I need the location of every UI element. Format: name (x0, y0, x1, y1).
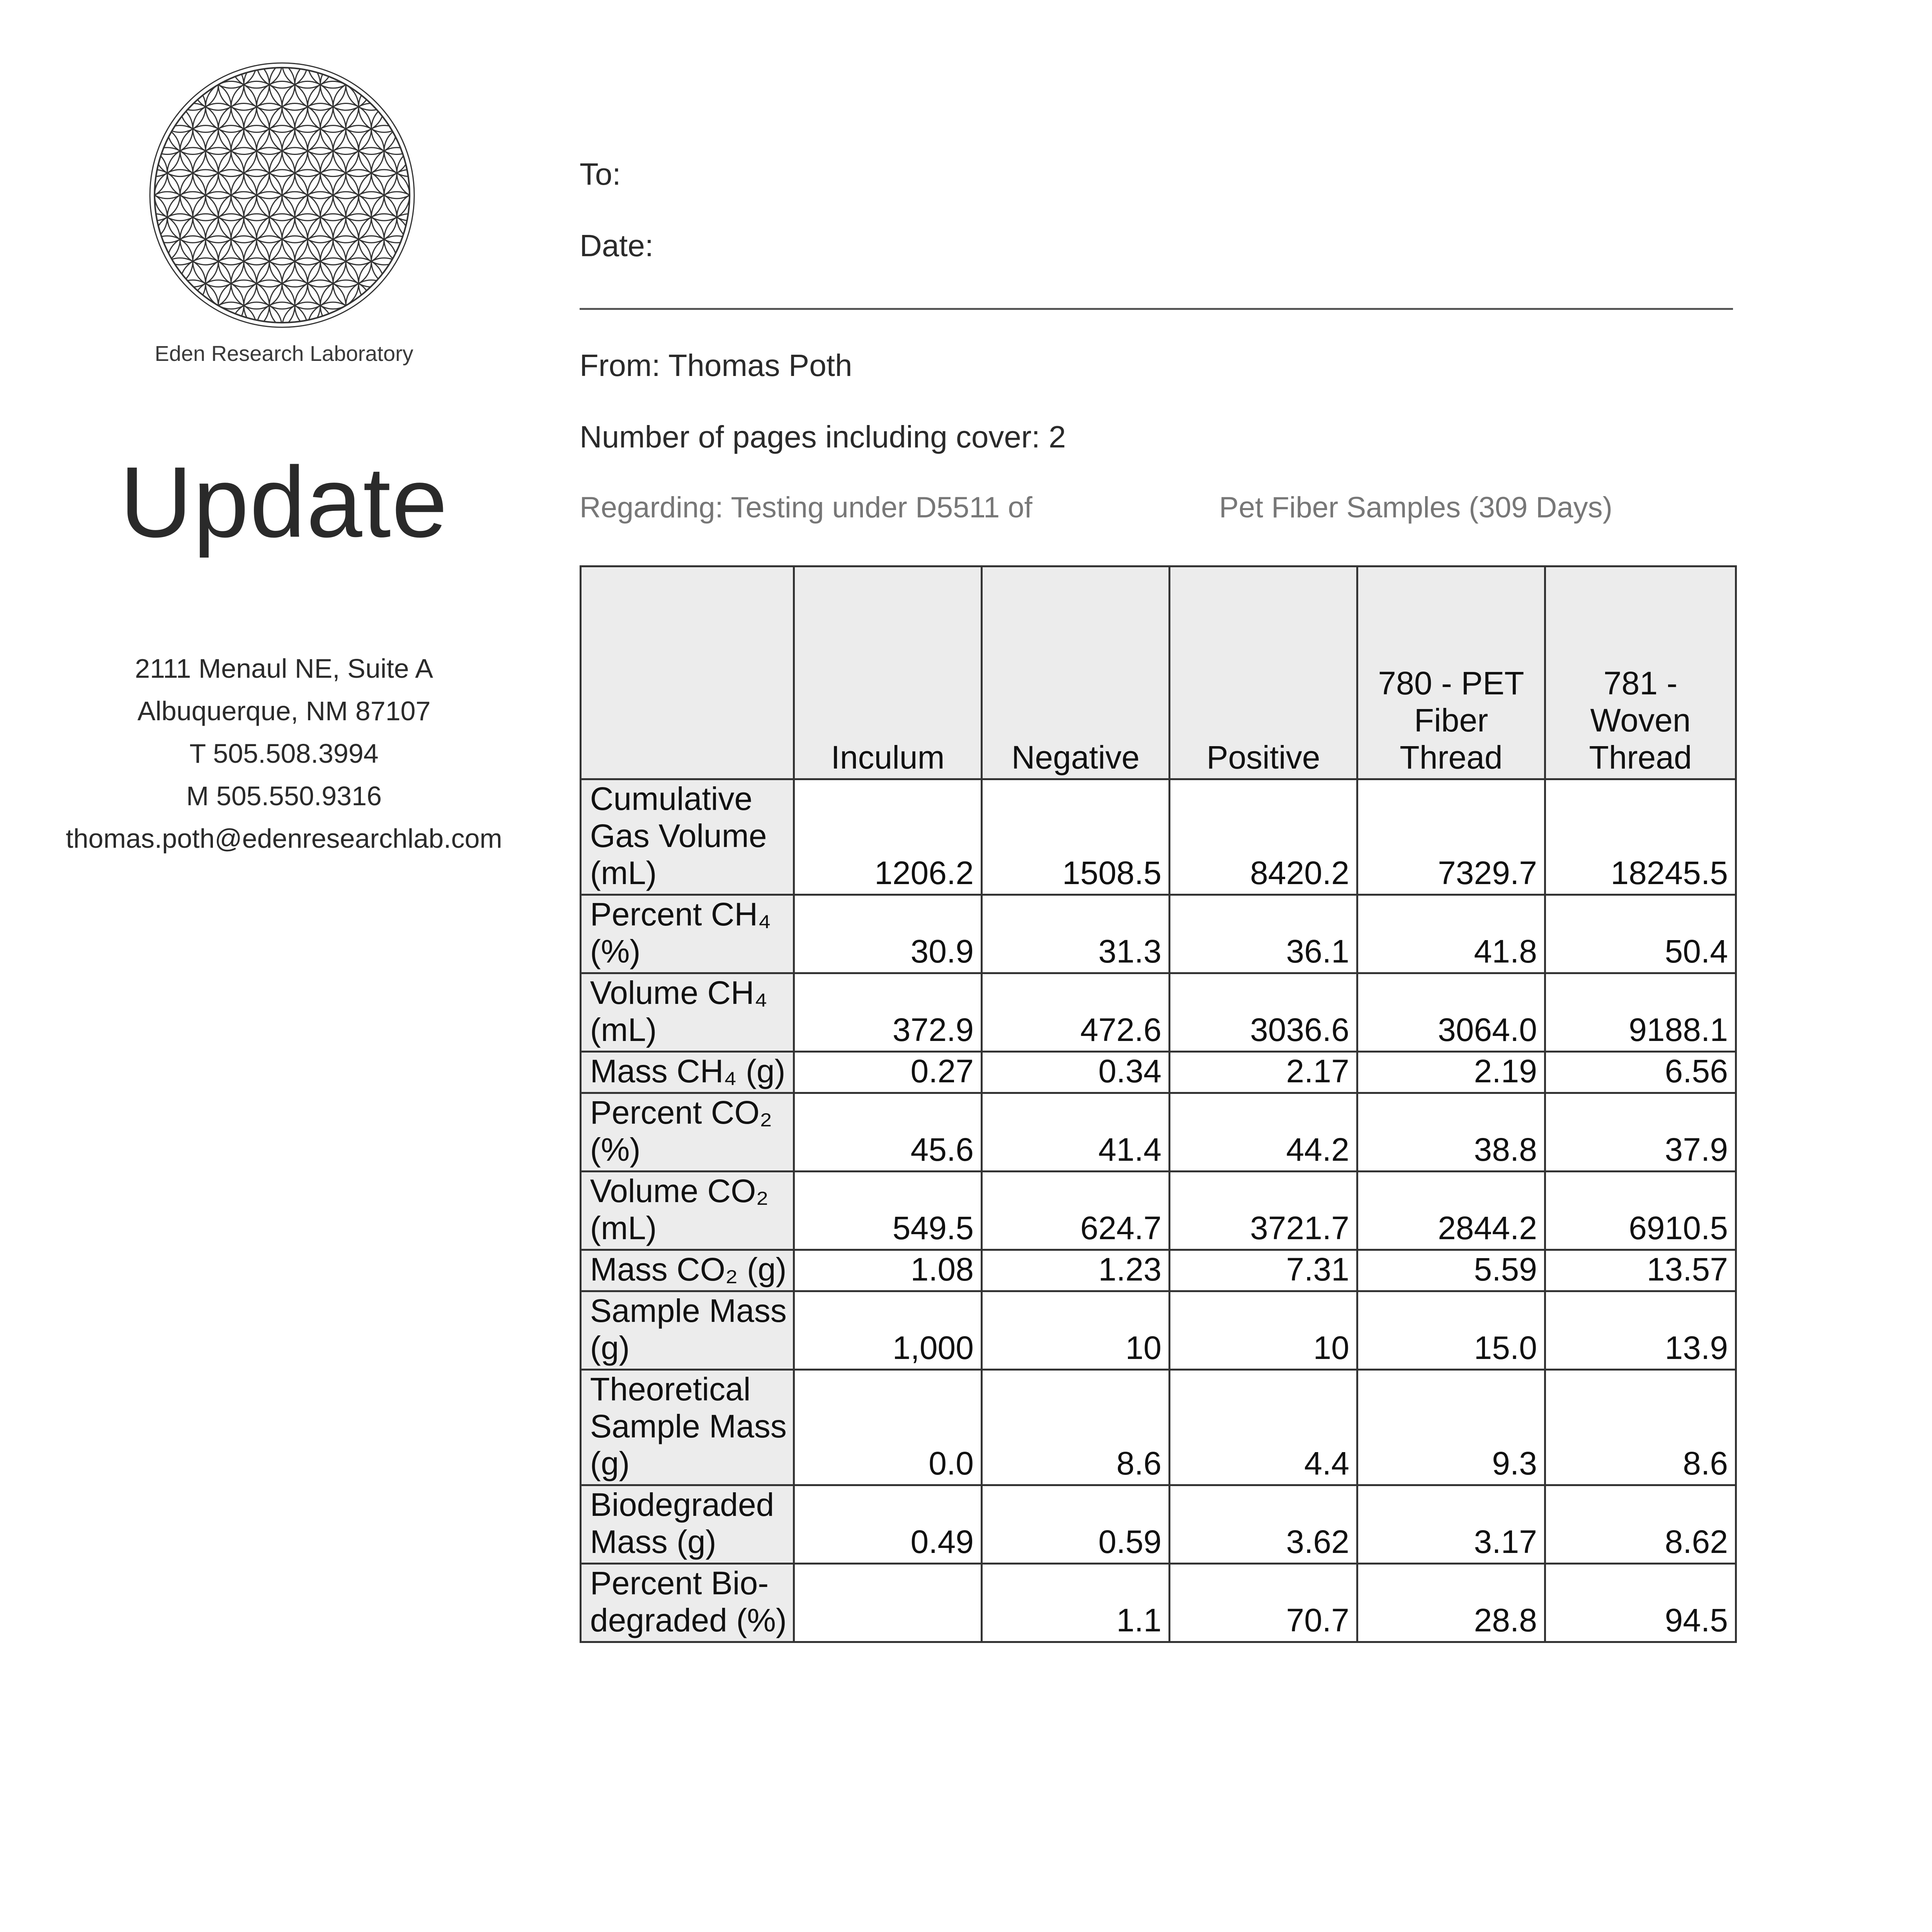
column-header-line: Thread (1589, 739, 1692, 776)
cell-value: 30.9 (794, 895, 982, 973)
lab-name: Eden Research Laboratory (155, 341, 413, 366)
cell-value: 3036.6 (1170, 973, 1357, 1052)
cell-value: 3064.0 (1357, 973, 1545, 1052)
row-label-line: Percent CH₄ (590, 896, 771, 932)
row-label-line: Sample Mass (590, 1293, 787, 1329)
row-label (581, 973, 794, 1052)
regarding-label: Regarding: Testing under D5511 of (580, 491, 1032, 524)
cell-value: 0.34 (982, 1052, 1170, 1093)
table-row (581, 1485, 1736, 1564)
table-row (581, 895, 1736, 973)
cell-value: 41.8 (1357, 895, 1545, 973)
date-field: Date: (580, 228, 654, 263)
cell-value: 94.5 (1545, 1564, 1736, 1642)
row-label-line: Sample Mass (590, 1408, 787, 1444)
table-header (581, 566, 1736, 779)
column-header (581, 566, 794, 779)
cell-value: 70.7 (1170, 1564, 1357, 1642)
cell-value: 10 (982, 1291, 1170, 1370)
row-label (581, 1250, 794, 1291)
cell-value: 1.23 (982, 1250, 1170, 1291)
column-header-line: Positive (1206, 739, 1320, 776)
table-row (581, 1052, 1736, 1093)
cell-value: 3721.7 (1170, 1172, 1357, 1250)
table-row (581, 973, 1736, 1052)
row-label-line: (mL) (590, 1210, 657, 1246)
row-label (581, 1370, 794, 1485)
column-header (982, 566, 1170, 779)
column-header-line: Thread (1400, 739, 1503, 776)
cell-value: 50.4 (1545, 895, 1736, 973)
cell-value: 45.6 (794, 1093, 982, 1172)
cell-value: 2.17 (1170, 1052, 1357, 1093)
row-label-line: Mass CO₂ (g) (590, 1251, 787, 1287)
cell-value: 31.3 (982, 895, 1170, 973)
column-header-line: Fiber (1414, 702, 1488, 738)
cell-value: 624.7 (982, 1172, 1170, 1250)
cell-value: 6910.5 (1545, 1172, 1736, 1250)
column-header (1170, 566, 1357, 779)
row-label (581, 1052, 794, 1093)
phone-line: T 505.508.3994 (189, 738, 379, 769)
row-label-line: degraded (%) (590, 1602, 787, 1638)
cell-value: 1206.2 (794, 779, 982, 895)
row-label-line: Gas Volume (590, 818, 767, 854)
cell-value (794, 1564, 982, 1642)
cell-value: 15.0 (1357, 1291, 1545, 1370)
cell-value: 0.27 (794, 1052, 982, 1093)
cell-value: 6.56 (1545, 1052, 1736, 1093)
row-label-line: (mL) (590, 855, 657, 891)
cell-value: 37.9 (1545, 1093, 1736, 1172)
cell-value: 13.57 (1545, 1250, 1736, 1291)
cell-value: 2.19 (1357, 1052, 1545, 1093)
row-label (581, 1172, 794, 1250)
cell-value: 8.62 (1545, 1485, 1736, 1564)
cell-value: 0.59 (982, 1485, 1170, 1564)
cell-value: 38.8 (1357, 1093, 1545, 1172)
row-label-line: Biodegraded (590, 1486, 774, 1523)
table-row (581, 1291, 1736, 1370)
cell-value: 28.8 (1357, 1564, 1545, 1642)
cell-value: 3.17 (1357, 1485, 1545, 1564)
mobile-line: M 505.550.9316 (186, 781, 382, 811)
cell-value: 1508.5 (982, 779, 1170, 895)
cell-value: 7329.7 (1357, 779, 1545, 895)
row-label-line: Volume CH₄ (590, 975, 768, 1011)
cell-value: 41.4 (982, 1093, 1170, 1172)
update-title: Update (119, 446, 449, 558)
regarding-field (580, 491, 1612, 524)
cell-value: 0.0 (794, 1370, 982, 1485)
header-row (581, 566, 1736, 779)
regarding-subject: Pet Fiber Samples (309 Days) (1219, 491, 1612, 524)
cell-value: 1,000 (794, 1291, 982, 1370)
cell-value: 44.2 (1170, 1093, 1357, 1172)
column-header-line: 780 - PET (1378, 665, 1524, 701)
column-header-line: Woven (1590, 702, 1691, 738)
cell-value: 1.08 (794, 1250, 982, 1291)
cell-value: 5.59 (1357, 1250, 1545, 1291)
row-label-line: Mass (g) (590, 1524, 716, 1560)
to-field: To: (580, 157, 621, 191)
column-header (794, 566, 982, 779)
email-line: thomas.poth@edenresearchlab.com (66, 823, 502, 854)
cell-value: 8.6 (1545, 1370, 1736, 1485)
table-row (581, 779, 1736, 895)
header-divider (580, 308, 1733, 310)
cell-value: 0.49 (794, 1485, 982, 1564)
row-label (581, 1485, 794, 1564)
cell-value: 36.1 (1170, 895, 1357, 973)
address-block (0, 647, 568, 860)
cell-value: 9.3 (1357, 1370, 1545, 1485)
row-label-line: (%) (590, 1131, 641, 1168)
table-row (581, 1564, 1736, 1642)
row-label (581, 779, 794, 895)
column-header (1545, 566, 1736, 779)
table-row (581, 1093, 1736, 1172)
table-row (581, 1250, 1736, 1291)
pages-field: Number of pages including cover: 2 (580, 420, 1066, 454)
cell-value: 472.6 (982, 973, 1170, 1052)
cell-value: 8.6 (982, 1370, 1170, 1485)
row-label-line: Percent Bio- (590, 1565, 769, 1601)
flower-of-life-logo-icon (147, 60, 417, 330)
row-label-line: Mass CH₄ (g) (590, 1053, 786, 1089)
column-header-line: Inculum (831, 739, 945, 776)
cell-value: 8420.2 (1170, 779, 1357, 895)
row-label-line: (g) (590, 1330, 630, 1366)
cell-value: 372.9 (794, 973, 982, 1052)
cell-value: 10 (1170, 1291, 1357, 1370)
cell-value: 1.1 (982, 1564, 1170, 1642)
row-label-line: (%) (590, 933, 641, 969)
row-label-line: (g) (590, 1445, 630, 1481)
column-header-line: 781 - (1603, 665, 1678, 701)
table-body (581, 779, 1736, 1642)
cell-value: 3.62 (1170, 1485, 1357, 1564)
cell-value: 18245.5 (1545, 779, 1736, 895)
table-row (581, 1370, 1736, 1485)
row-label-line: Volume CO₂ (590, 1173, 769, 1209)
address-line: Albuquerque, NM 87107 (137, 696, 431, 726)
row-label (581, 895, 794, 973)
row-label-line: (mL) (590, 1012, 657, 1048)
cell-value: 7.31 (1170, 1250, 1357, 1291)
row-label-line: Theoretical (590, 1371, 751, 1407)
cell-value: 4.4 (1170, 1370, 1357, 1485)
cell-value: 2844.2 (1357, 1172, 1545, 1250)
from-field: From: Thomas Poth (580, 348, 852, 383)
column-header (1357, 566, 1545, 779)
row-label-line: Cumulative (590, 781, 753, 817)
results-table (580, 565, 1737, 1643)
column-header-line: Negative (1011, 739, 1140, 776)
address-line: 2111 Menaul NE, Suite A (135, 653, 433, 684)
row-label-line: Percent CO₂ (590, 1094, 772, 1131)
cell-value: 549.5 (794, 1172, 982, 1250)
row-label (581, 1093, 794, 1172)
table-row (581, 1172, 1736, 1250)
cell-value: 9188.1 (1545, 973, 1736, 1052)
cell-value: 13.9 (1545, 1291, 1736, 1370)
row-label (581, 1564, 794, 1642)
row-label (581, 1291, 794, 1370)
